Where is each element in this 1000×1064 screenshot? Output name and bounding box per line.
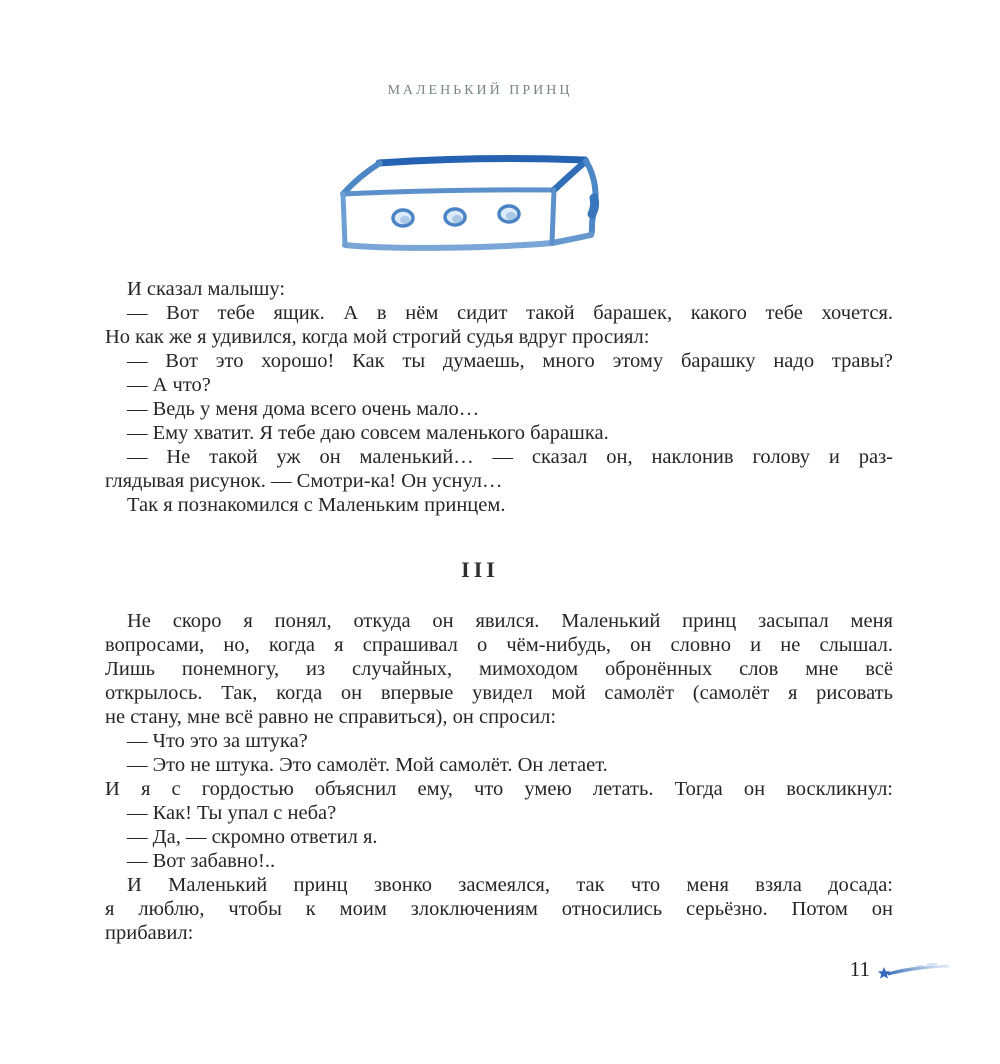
text-line: — Как! Ты упал с неба? — [127, 802, 337, 824]
air-hole-icon — [445, 209, 465, 225]
text-line: глядывая рисунок. — Смотри-ка! Он уснул… — [105, 470, 503, 492]
shooting-star-icon — [874, 956, 954, 986]
box-illustration — [333, 148, 617, 264]
text-line: И я с гордостью объяснил ему, что умею летать. Тогда он воскликнул: — [105, 778, 893, 800]
shooting-star-decoration — [874, 956, 954, 986]
chapter-heading: III — [461, 557, 499, 582]
text-line: — Не такой уж он маленький… — сказал он, наклонив голову и раз- — [127, 446, 893, 468]
text-line: — Ведь у меня дома всего очень мало… — [127, 398, 480, 420]
text-line: — Вот забавно!.. — [127, 850, 276, 872]
text-line: И Маленький принц звонко засмеялся, так что меня взяла досада: — [127, 874, 893, 896]
running-head: МАЛЕНЬКИЙ ПРИНЦ — [387, 83, 573, 98]
text-line: я люблю, чтобы к моим злоключениям относились серьёзно. Потом он — [105, 898, 893, 920]
text-line: — А что? — [127, 374, 211, 396]
air-hole-icon — [393, 210, 413, 226]
text-line: Не скоро я понял, откуда он явился. Маленький принц засыпал меня — [127, 610, 893, 632]
text-line: — Ему хватит. Я тебе даю совсем маленького барашка. — [127, 422, 609, 444]
text-line: Но как же я удивился, когда мой строгий судья вдруг просиял: — [105, 326, 650, 348]
text-line: открылось. Так, когда он впервые увидел мой самолёт (самолёт я рисовать — [105, 682, 893, 704]
text-line: — Вот тебе ящик. А в нём сидит такой барашек, какого тебе хочется. — [127, 302, 893, 324]
text-line: Так я познакомился с Маленьким принцем. — [127, 494, 506, 516]
text-line: Лишь понемногу, из случайных, мимоходом обронённых слов мне всё — [105, 658, 893, 680]
text-block-1 — [105, 277, 893, 517]
text-line: И сказал малышу: — [127, 278, 286, 300]
page-number: 11 — [849, 957, 870, 981]
watercolor-box-drawing — [333, 148, 617, 264]
air-hole-icon — [499, 206, 519, 222]
text-line: вопросами, но, когда я спрашивал о чём-нибудь, он словно и не слышал. — [105, 634, 893, 656]
text-block-2 — [105, 609, 893, 945]
text-line: — Что это за штука? — [127, 730, 308, 752]
text-line: прибавил: — [105, 922, 194, 944]
text-line: не стану, мне всё равно не справиться), он спросил: — [105, 706, 557, 728]
text-line: — Вот это хорошо! Как ты думаешь, много этому барашку надо травы? — [127, 350, 893, 372]
text-line: — Это не штука. Это самолёт. Мой самолёт. Он летает. — [127, 754, 608, 776]
text-line: — Да, — скромно ответил я. — [127, 826, 378, 848]
